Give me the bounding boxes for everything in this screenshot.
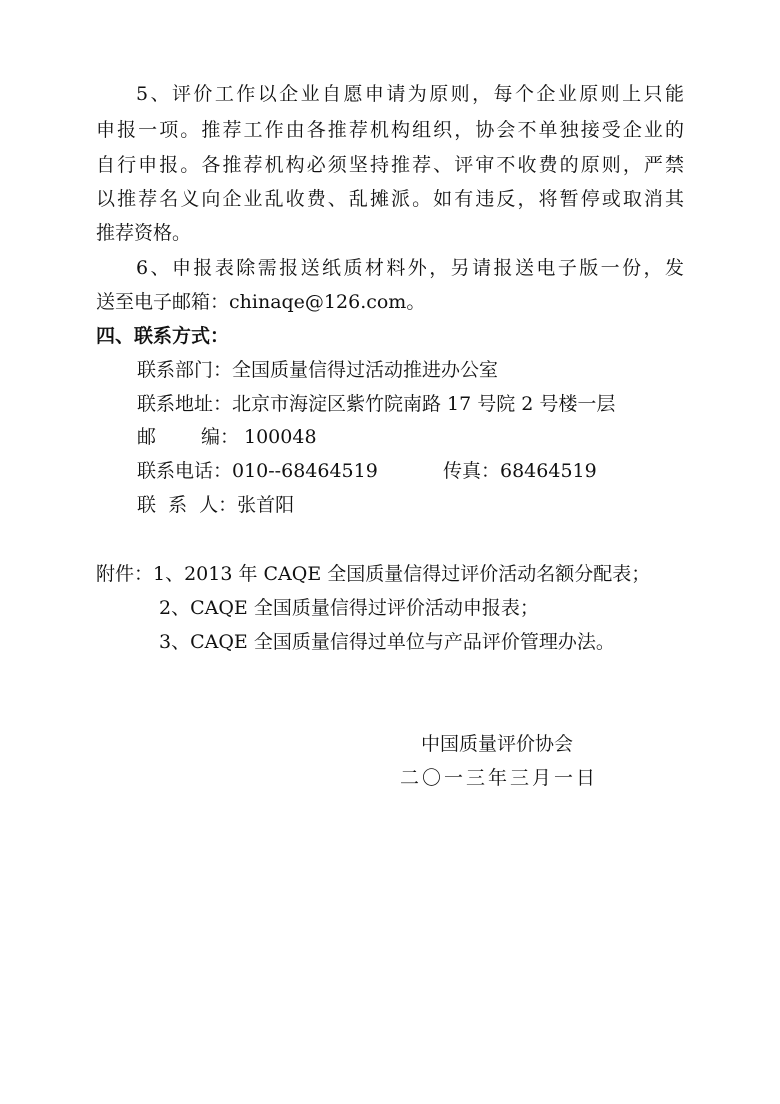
para5-line-3: 自行申报。各推荐机构必须坚持推荐、评审不收费的原则，严禁 [96, 154, 684, 176]
attachment-1: 附件：1、2013 年 CAQE 全国质量信得过评价活动名额分配表； [96, 563, 651, 585]
contact-person: 联 系 人：张首阳 [137, 494, 295, 516]
signature-date: 二〇一三年三月一日 [400, 767, 599, 789]
contact-postcode-label-2: 编： [201, 426, 240, 448]
para5-line-4: 以推荐名义向企业乱收费、乱摊派。如有违反，将暂停或取消其 [96, 188, 684, 210]
attachment-3: 3、CAQE 全国质量信得过单位与产品评价管理办法。 [159, 631, 615, 653]
attachment-2: 2、CAQE 全国质量信得过评价活动申报表； [159, 597, 539, 619]
contact-fax: 传真：68464519 [443, 460, 597, 482]
contact-heading: 四、联系方式： [96, 325, 230, 347]
signature-organization: 中国质量评价协会 [421, 733, 574, 755]
contact-phone: 联系电话：010--68464519 [137, 460, 378, 482]
para5-line-1: 5、评价工作以企业自愿申请为原则，每个企业原则上只能 [136, 83, 684, 105]
contact-postcode-label-1: 邮 [137, 426, 157, 448]
contact-address: 联系地址：北京市海淀区紫竹院南路 17 号院 2 号楼一层 [137, 393, 616, 415]
contact-postcode-value: 100048 [244, 426, 317, 448]
para6-line-1: 6、申报表除需报送纸质材料外，另请报送电子版一份，发 [136, 257, 684, 279]
contact-department: 联系部门：全国质量信得过活动推进办公室 [137, 359, 499, 381]
para5-line-2: 申报一项。推荐工作由各推荐机构组织，协会不单独接受企业的 [96, 119, 684, 141]
para5-line-5: 推荐资格。 [96, 222, 192, 244]
para6-line-2: 送至电子邮箱：chinaqe@126.com。 [96, 291, 426, 313]
